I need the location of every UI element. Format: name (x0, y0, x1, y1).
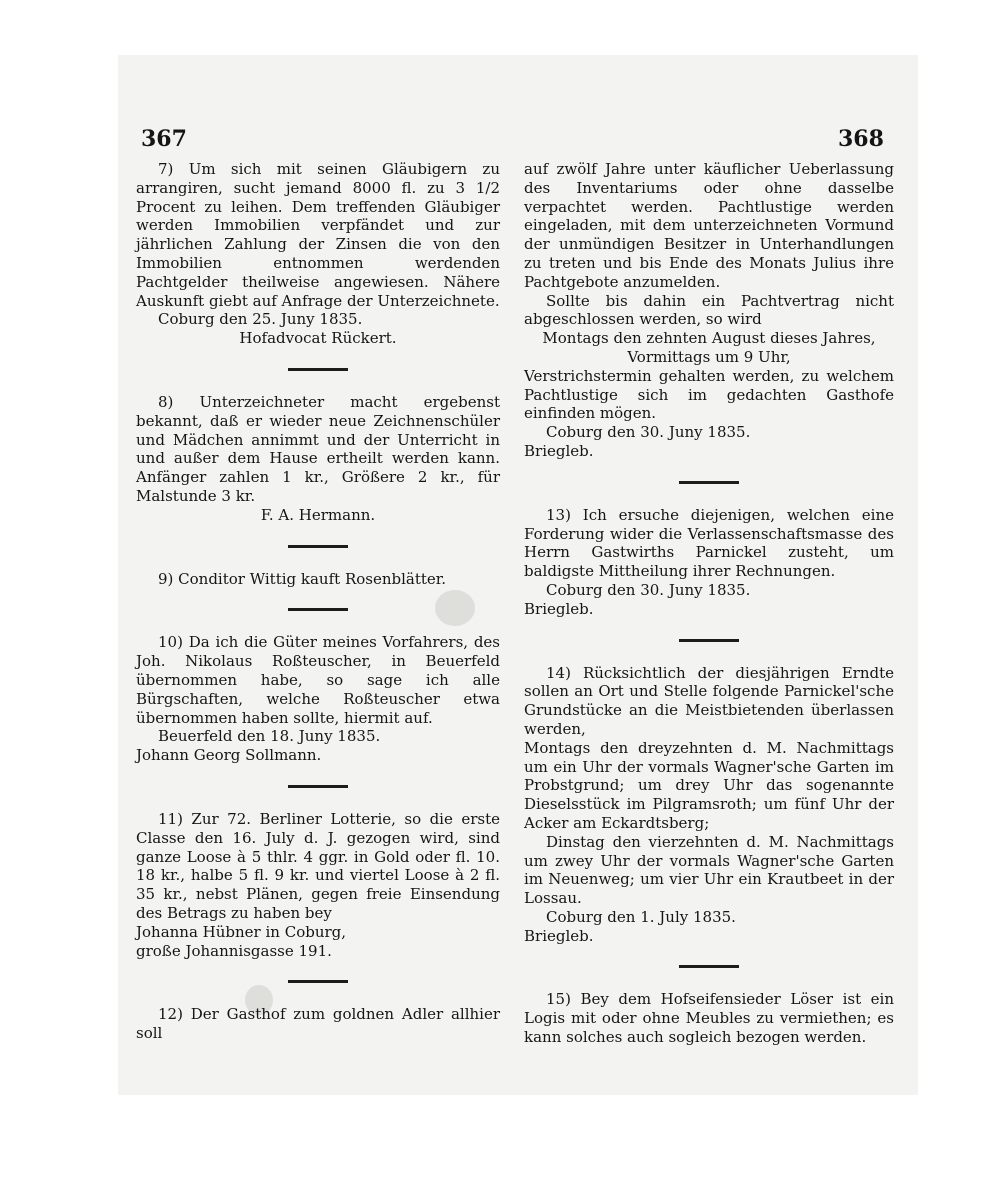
ad-15-text: 15) Bey dem Hofseifensieder Löser ist ein Logis mit oder ohne Meubles zu vermiethen; es kann solches auch sogleich bezogen werden. (524, 990, 894, 1047)
ad-11-text: 11) Zur 72. Berliner Lotterie, so die erste Classe den 16. July d. J. gezogen wird, sind ganze Loose à 5 thlr. 4 ggr. in Gold oder fl. 10. 18 kr., halbe 5 fl. 9 kr. und viertel Loose à 2 fl. 35 kr., nebst Plänen, gegen freie Einsendung des Betrags zu haben bey (136, 809, 500, 922)
section-rule (288, 980, 348, 983)
ad-14-signature: Briegleb. (524, 926, 594, 945)
ad-12-continuation: auf zwölf Jahre unter käuflicher Ueberlassung des Inventariums oder ohne dasselbe verpachtet werden. Pachtlustige werden eingeladen, mit dem unterzeichneten Vormund der unmündigen Besitzer in Unterhandlungen zu treten und bis Ende des Monats Julius ihre Pachtgebote anzumelden. (524, 160, 894, 291)
ad-10-signature: Johann Georg Sollmann. (136, 746, 322, 765)
ad-13-place: Coburg den 30. Juny 1835. (546, 580, 751, 599)
ad-7-signature: Hofadvocat Rückert. (239, 329, 397, 348)
ad-10-place: Beuerfeld den 18. Juny 1835. (158, 727, 381, 746)
ad-14-paragraph-3: Dinstag den vierzehnten d. M. Nachmittags um zwey Uhr der vormals Wagner'sche Garten im Neuenweg; um vier Uhr ein Krautbeet in der Lossau. (524, 832, 894, 908)
ad-12-date-line-1: Montags den zehnten August dieses Jahres, (542, 329, 876, 348)
ad-7-text: 7) Um sich mit seinen Gläubigern zu arrangiren, sucht jemand 8000 fl. zu 3 1/2 Procent zu leihen. Dem treffenden Gläubiger werden Immobilien verpfändet und zur jährlichen Zahlung der Zinsen die von den Immobilien entnommen werdenden Pachtgelder theilweise angewiesen. Nähere Auskunft giebt auf Anfrage der Unterzeichnete. (136, 160, 500, 310)
ad-12-place: Coburg den 30. Juny 1835. (546, 423, 751, 442)
ad-14-place: Coburg den 1. July 1835. (546, 907, 736, 926)
ad-13-signature: Briegleb. (524, 599, 594, 618)
ad-14-text: 14) Rücksichtlich der diesjährigen Erndte sollen an Ort und Stelle folgende Parnickel'sche Grundstücke an die Meistbietenden überlassen werden, (524, 663, 894, 738)
ad-12-start: 12) Der Gasthof zum goldnen Adler allhier soll (136, 1005, 500, 1043)
ad-12-paragraph-2: Sollte bis dahin ein Pachtvertrag nicht abgeschlossen werden, so wird (524, 291, 894, 329)
ad-12-paragraph-3: Verstrichstermin gehalten werden, zu welchem Pachtlustige sich im gedachten Gasthofe einfinden mögen. (524, 366, 894, 423)
page-number-left: 367 (141, 126, 187, 152)
section-rule (288, 785, 348, 788)
ad-12-signature: Briegleb. (524, 441, 594, 460)
ad-10-text: 10) Da ich die Güter meines Vorfahrers, des Joh. Nikolaus Roßteuscher, in Beuerfeld übernommen habe, so sage ich alle Bürgschaften, welche Roßteuscher etwa übernommen haben sollte, hiermit auf. (136, 633, 500, 727)
ad-8-signature: F. A. Hermann. (260, 505, 376, 524)
section-rule (679, 639, 739, 642)
ad-9-text: 9) Conditor Wittig kauft Rosenblätter. (158, 569, 447, 588)
ad-8-text: 8) Unterzeichneter macht ergebenst bekannt, daß er wieder neue Zeichnenschüler und Mädchen annimmt und der Unterricht in und außer dem Hause ertheilt werden kann. Anfänger zahlen 1 kr., Größere 2 kr., für Malstunde 3 kr. (136, 392, 500, 505)
ad-13-text: 13) Ich ersuche diejenigen, welchen eine Forderung wider die Verlassenschaftsmasse des Herrn Gastwirths Parnickel zusteht, um baldigste Mittheilung ihrer Rechnungen. (524, 505, 894, 581)
right-column (524, 160, 894, 1047)
section-rule (679, 481, 739, 484)
ad-11-signature-line-1: Johanna Hübner in Coburg, (136, 922, 347, 941)
ad-14-paragraph-2: Montags den dreyzehnten d. M. Nachmittags um ein Uhr der vormals Wagner'sche Garten im Probstgrund; um drey Uhr das sogenannte Dieselsstück im Pilgramsroth; um fünf Uhr der Acker am Eckardtsberg; (524, 738, 894, 832)
section-rule (288, 545, 348, 548)
section-rule (288, 368, 348, 371)
ad-11-signature-line-2: große Johannisgasse 191. (136, 941, 332, 960)
section-rule (679, 965, 739, 968)
ad-12-date-line-2: Vormittags um 9 Uhr, (627, 347, 791, 366)
ad-7-place: Coburg den 25. Juny 1835. (158, 310, 363, 329)
section-rule (288, 608, 348, 611)
page-number-right: 368 (838, 126, 884, 152)
left-column (136, 160, 500, 1043)
